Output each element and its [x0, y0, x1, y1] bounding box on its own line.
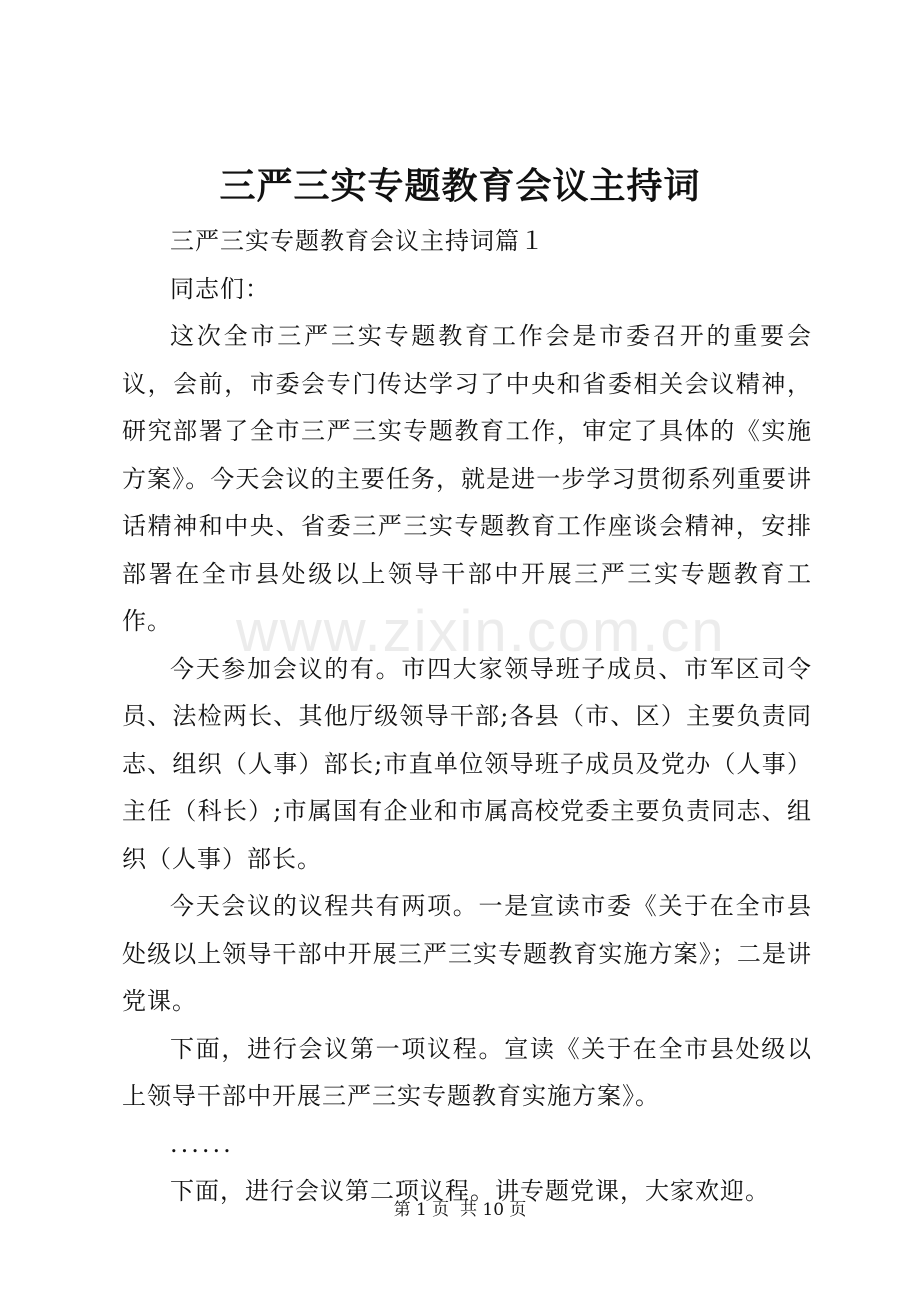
page-footer: 第 1 页 共 10 页: [393, 1200, 527, 1220]
greeting: 同志们：: [170, 274, 270, 303]
document-subtitle: 三严三实专题教育会议主持词篇１: [170, 227, 545, 255]
paragraph: 这次全市三严三实专题教育工作会是市委召开的重要会议，会前，市委会专门传达学习了中央和省委相关会议精神，研究部署了全市三严三实专题教育工作，审定了具体的《实施方案》。今天会议的主要任务，就是进一步学习贯彻系列重要讲话精神和中央、省委三严三实专题教育工作座谈会精神，安排部署在全市县处级以上领导干部中开展三严三实专题教育工作。: [122, 322, 812, 635]
paragraph: 下面，进行会议第一项议程。宣读《关于在全市县处级以上领导干部中开展三严三实专题教育实施方案》。: [122, 1034, 812, 1110]
paragraph: 今天会议的议程共有两项。一是宣读市委《关于在全市县处级以上领导干部中开展三严三实专题教育实施方案》；二是讲党课。: [122, 892, 812, 1015]
document-title: 三严三实专题教育会议主持词: [219, 165, 701, 207]
paragraph: 今天参加会议的有。市四大家领导班子成员、市军区司令员、法检两长、其他厅级领导干部;各县（市、区）主要负责同志、组织（人事）部长;市直单位领导班子成员及党办（人事）主任（科长）;市属国有企业和市属高校党委主要负责同志、组织（人事）部长。: [122, 654, 812, 873]
watermark: www.zixin.com.cn: [236, 599, 726, 664]
paragraph: 下面，进行会议第二项议程。讲专题党课，大家欢迎。: [170, 1177, 770, 1205]
ellipsis-line: ......: [170, 1129, 234, 1158]
document-body: [122, 218, 812, 1216]
